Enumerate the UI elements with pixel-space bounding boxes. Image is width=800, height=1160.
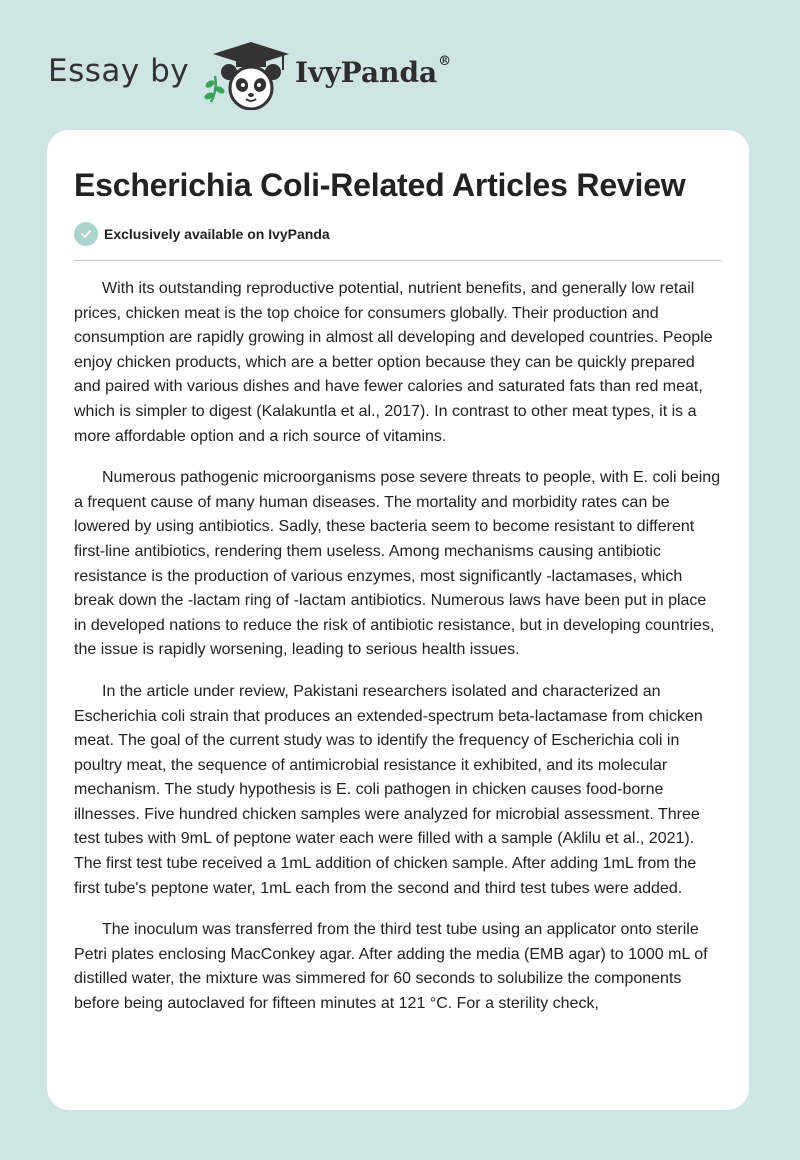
brand-name[interactable]: IvyPanda® (295, 54, 452, 89)
article-card (47, 130, 749, 1110)
registered-mark: ® (438, 54, 452, 69)
article-body (74, 277, 722, 1034)
page-title: Escherichia Coli-Related Articles Review (74, 167, 686, 203)
exclusive-badge (74, 222, 330, 246)
divider (74, 260, 722, 261)
exclusive-badge-label: Exclusively available on IvyPanda (104, 226, 330, 242)
paragraph: The inoculum was transferred from the third test tube using an applicator onto sterile Petri plates enclosing MacConkey agar. After adding the media (EMB agar) to 1000 mL of distilled water, the mixture was simmered for 60 seconds to solubilize the components before being autoclaved for fifteen minutes at 121 °C. For a sterility check, (74, 921, 708, 1013)
ivypanda-logo-icon[interactable] (203, 40, 293, 110)
check-icon (74, 222, 98, 246)
paragraph: With its outstanding reproductive potential, nutrient benefits, and generally low retail prices, chicken meat is the top choice for consumers globally. Their production and consumption are rapidly growing in almost all developing and developed countries. People enjoy chicken products, which are a better option because they can be quickly prepared and paired with various dishes and have fewer calories and saturated fats than red meat, which is simpler to digest (Kalakuntla et al., 2017). In contrast to other meat types, it is a more affordable option and a rich source of vitamins. (74, 280, 713, 445)
essay-by-label: Essay by (48, 53, 190, 89)
paragraph: In the article under review, Pakistani researchers isolated and characterized an Escherichia coli strain that produces an extended-spectrum beta-lactamase from chicken meat. The goal of the current study was to identify the frequency of Escherichia coli in poultry meat, the sequence of antimicrobial resistance it exhibited, and its molecular mechanism. The study hypothesis is E. coli pathogen in chicken causes food-borne illnesses. Five hundred chicken samples were analyzed for microbial assessment. Three test tubes with 9mL of peptone water each were filled with a sample (Aklilu et al., 2021). The first test tube received a 1mL addition of chicken sample. After adding 1mL from the first tube's peptone water, 1mL each from the second and third test tubes were added. (74, 682, 703, 897)
site-header (48, 40, 468, 110)
paragraph: Numerous pathogenic microorganisms pose severe threats to people, with E. coli being a frequent cause of many human diseases. The mortality and morbidity rates can be lowered by using antibiotics. Sadly, these bacteria seem to become resistant to different first-line antibiotics, rendering them useless. Among mechanisms causing antibiotic resistance is the production of various enzymes, most significantly -lactamases, which break down the -lactam ring of -lactam antibiotics. Numerous laws have been put in place in developed nations to reduce the risk of antibiotic resistance, but in developing countries, the issue is rapidly worsening, leading to serious health issues. (74, 469, 721, 659)
